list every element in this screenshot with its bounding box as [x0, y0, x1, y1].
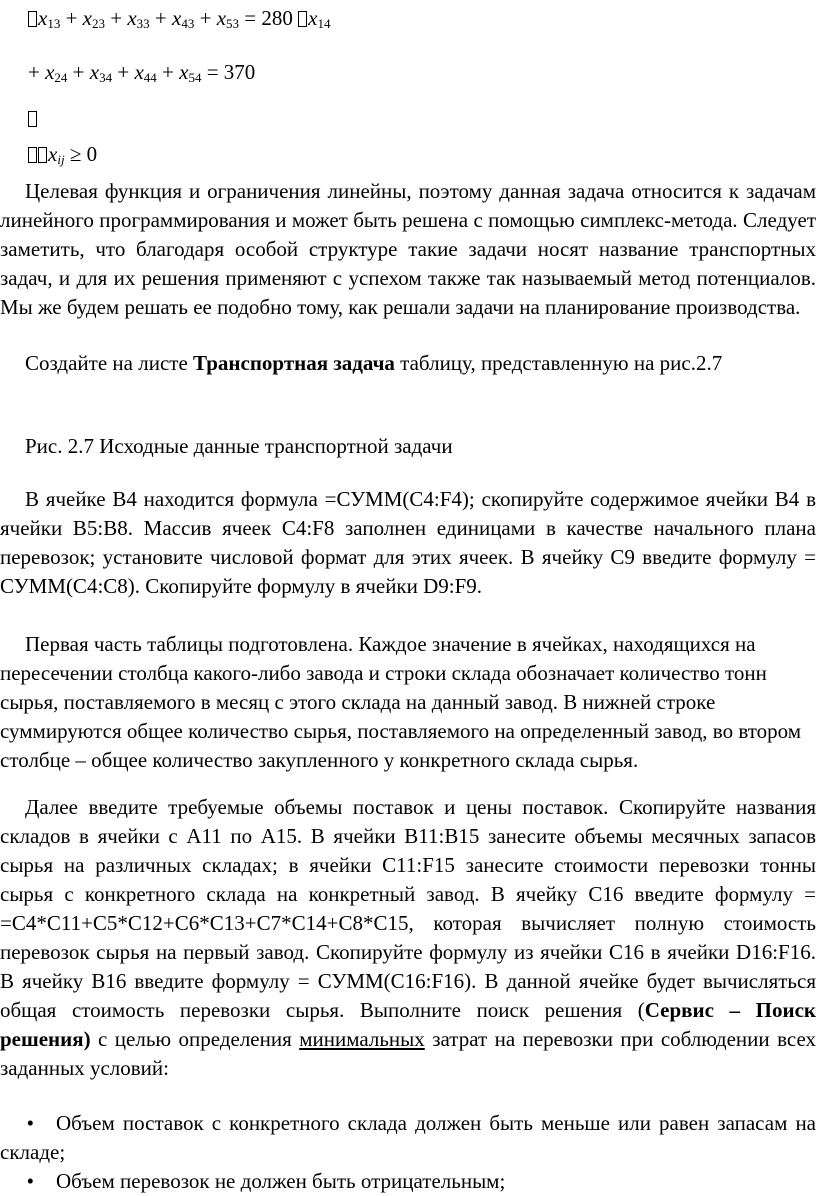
bullet-icon: •: [26, 1111, 34, 1135]
missing-glyph-box: [28, 147, 37, 163]
sheet-name: Транспортная задача: [193, 351, 395, 375]
figure-caption: Рис. 2.7 Исходные данные транспортной задачи: [25, 434, 453, 458]
bullet-icon: •: [26, 1169, 34, 1193]
equation-line-1: $x_{13} + x_{23} + x_{33} + x_{43} + x_{53} = 280$ $x_{14}$: [28, 4, 330, 32]
equation-line-2: + $x_{24} + x_{34} + x_{44} + x_{54} = 370$: [28, 60, 256, 85]
paragraph-objective: Целевая функция и ограничения линейны, поэтому данная задача относится к задачам линейного программирования и может быть решена с помощью симплекс-метода. Следует заметить, что благодаря особой структуре такие задачи носят название транспортных задач, и для их решения применяют с успехом также так называемый метод потенциалов. Мы же будем решать ее подобно тому, как решали задачи на планирование производства.: [0, 179, 816, 319]
paragraph-create-sheet: Создайте на листе Транспортная задача таблицу, представленную на рис.2.7: [25, 351, 723, 375]
missing-glyph-box: [38, 147, 47, 163]
missing-glyph-box: [28, 11, 37, 27]
underlined-word: минимальных: [299, 1027, 425, 1051]
paragraph-solver: Далее введите требуемые объемы поставок и цены поставок. Скопируйте названия складов в ячейки с А11 по А15. В ячейки В11:В15 занесите объемы месячных запасов сырья на различных складах; в ячейки С11:F15 занесите стоимости перевозки тонны сырья с конкретного склада на конкретный завод. В ячейку С16 введите формулу = =С4*С11+С5*С12+С6*С13+С7*С14+С8*С15, которая вычисляет полную стоимость перевозок сырья на первый завод. Скопируйте формулу из ячейки С16 в ячейки D16:F16. В ячейку В16 введите формулу = СУММ(С16:F16). В данной ячейке будет вычисляться общая стоимость перевозки сырья. Выполните поиск решения (Сервис – Поиск решения) с целью определения минимальных затрат на перевозки при соблюдении всех заданных условий:: [0, 795, 816, 1080]
menu-path: Сервис – Поиск решения): [0, 998, 816, 1051]
list-item: • Объем поставок с конкретного склада должен быть меньше или равен запасам на складе;: [0, 1111, 816, 1164]
equation-line-4: $x_{ij} \ge 0$: [28, 140, 97, 168]
equation-line-3: [28, 104, 38, 132]
missing-glyph-box: [298, 11, 307, 27]
missing-glyph-box: [28, 111, 37, 127]
paragraph-table-part1: Первая часть таблицы подготовлена. Каждое значение в ячейках, находящихся на пересечении столбца какого-либо завода и строки склада обозначает количество тонн сырья, поставляемого в месяц с этого склада на данный завод. В нижней строке суммируются общее количество сырья, поставляемого на определенный завод, во втором столбце – общее количество закупленного у конкретного склада сырья.: [0, 632, 802, 772]
paragraph-cell-b4: В ячейке В4 находится формула =СУММ(С4:F4); скопируйте содержимое ячейки В4 в ячейки В5:В8. Массив ячеек С4:F8 заполнен единицами в качестве начального плана перевозок; установите числовой формат для этих ячеек. В ячейку С9 введите формулу = СУММ(С4:С8). Скопируйте формулу в ячейки D9:F9.: [0, 487, 816, 598]
list-item: • Объем перевозок не должен быть отрицательным;: [0, 1167, 816, 1196]
